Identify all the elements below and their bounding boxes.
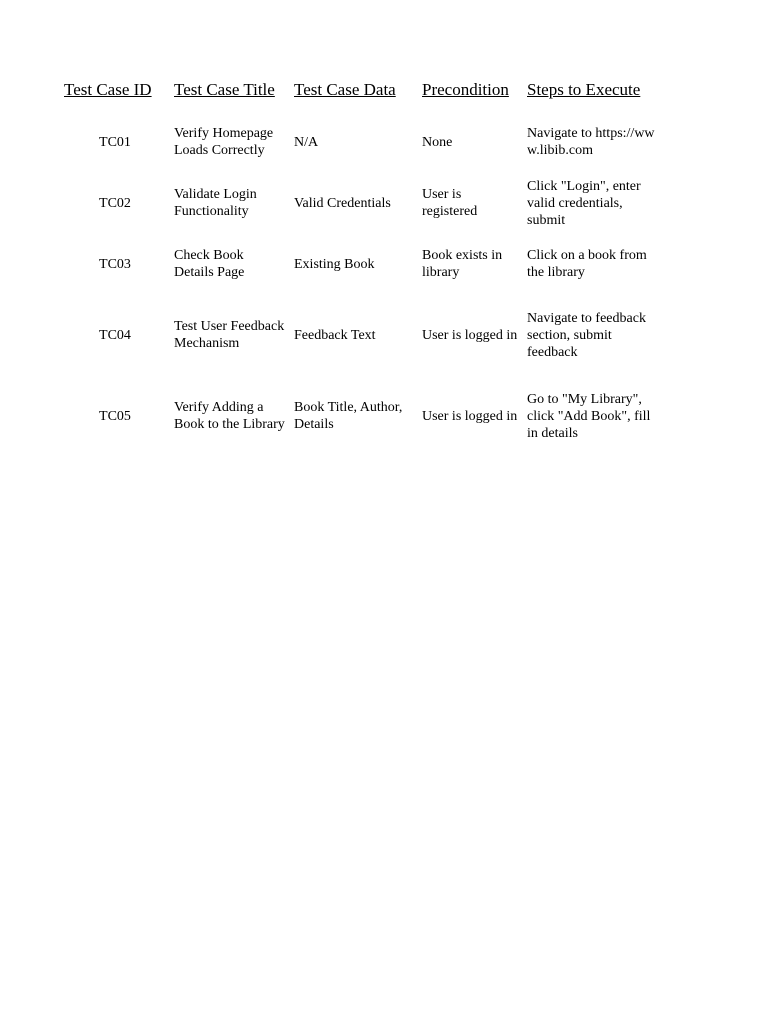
- header-test-case-title: Test Case Title: [174, 80, 275, 99]
- cell-test-case-data: Valid Credentials: [294, 195, 391, 211]
- cell-precondition: User is logged in: [422, 408, 518, 424]
- header-test-case-data: Test Case Data: [294, 80, 396, 99]
- cell-test-case-title: Check Book Details Page: [174, 248, 245, 280]
- cell-steps-to-execute: Navigate to feedback section, submit feedback: [527, 310, 646, 360]
- table-row: [60, 172, 664, 234]
- cell-test-case-data: Existing Book: [294, 256, 375, 272]
- table-row: [60, 112, 664, 172]
- header-precondition: Precondition: [422, 80, 509, 99]
- cell-test-case-id: TC03: [99, 256, 131, 272]
- cell-test-case-data: N/A: [294, 134, 319, 150]
- cell-test-case-id: TC01: [99, 134, 131, 150]
- cell-precondition: Book exists in library: [422, 248, 503, 280]
- header-test-case-id: Test Case ID: [64, 80, 152, 99]
- cell-test-case-title: Verify Homepage Loads Correctly: [174, 126, 274, 158]
- cell-test-case-title: Validate Login Functionality: [174, 187, 257, 219]
- cell-precondition: User is logged in: [422, 327, 518, 343]
- cell-test-case-id: TC05: [99, 408, 131, 424]
- cell-test-case-title: Test User Feedback Mechanism: [174, 319, 285, 351]
- table-row: [60, 376, 664, 456]
- table-header-row: [60, 78, 664, 112]
- test-case-table: [60, 78, 664, 456]
- cell-test-case-data: Feedback Text: [294, 327, 376, 343]
- table-row: [60, 234, 664, 294]
- cell-test-case-data: Book Title, Author, Details: [294, 400, 403, 432]
- cell-steps-to-execute: Click "Login", enter valid credentials, submit: [527, 178, 641, 228]
- cell-steps-to-execute: Click on a book from the library: [527, 248, 647, 280]
- cell-steps-to-execute: Navigate to https://www.libib.com: [527, 126, 655, 158]
- cell-test-case-title: Verify Adding a Book to the Library: [174, 400, 285, 432]
- cell-steps-to-execute: Go to "My Library", click "Add Book", fill in details: [527, 391, 651, 441]
- cell-test-case-id: TC04: [99, 327, 131, 343]
- cell-precondition: User is registered: [422, 187, 478, 219]
- table-row: [60, 294, 664, 376]
- cell-precondition: None: [422, 134, 453, 150]
- header-steps-to-execute: Steps to Execute: [527, 80, 641, 99]
- cell-test-case-id: TC02: [99, 195, 131, 211]
